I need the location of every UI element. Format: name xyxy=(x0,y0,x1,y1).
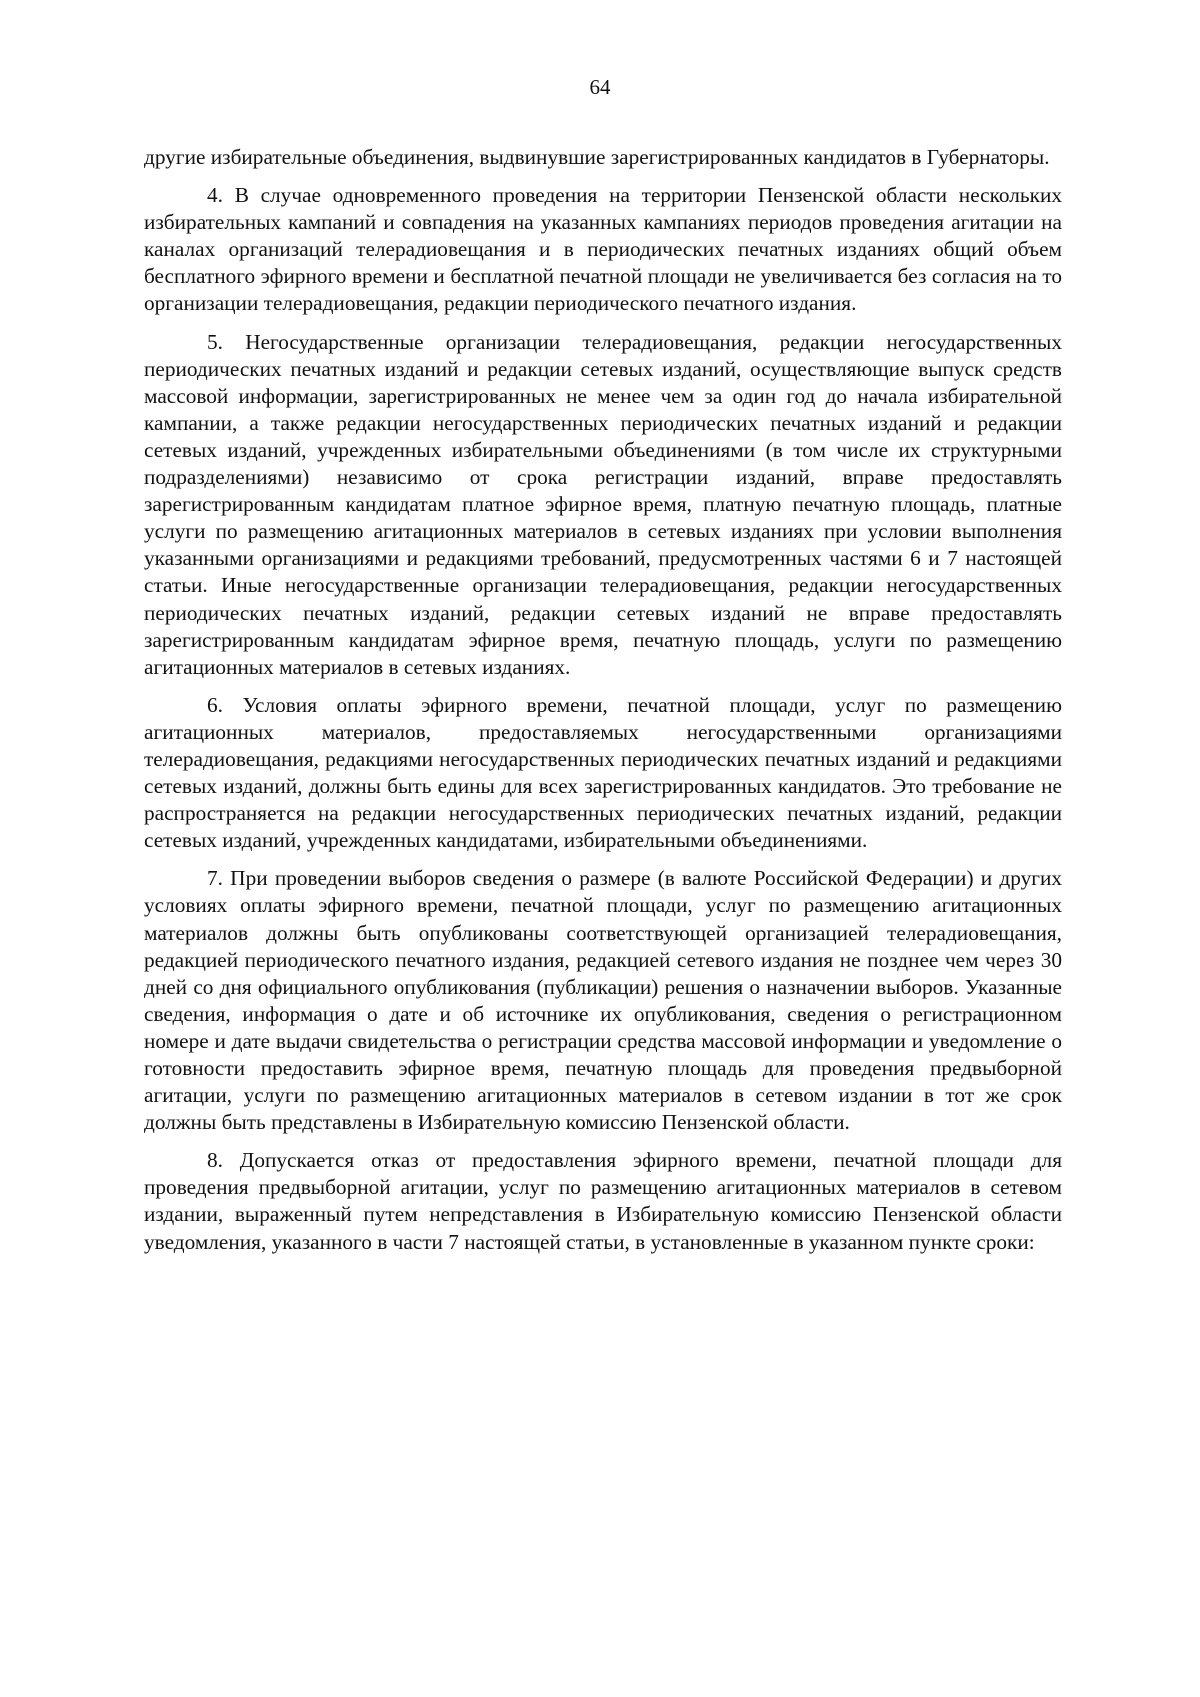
page-number: 64 xyxy=(589,75,611,99)
paragraph-7: 7. При проведении выборов сведения о размере (в валюте Российской Федерации) и других условиях оплаты эфирного времени, печатной площади, услуг по размещению агитационных материалов должны быть опубликованы соответствующей организацией телерадиовещания, редакцией периодического печатного издания, редакцией сетевого издания не позднее чем через 30 дней со дня официального опубликования (публикации) решения о назначении выборов. Указанные сведения, информация о дате и об источнике их опубликования, сведения о регистрационном номере и дате выдачи свидетельства о регистрации средства массовой информации и уведомление о готовности предоставить эфирное время, печатную площадь для проведения предвыборной агитации, услуги по размещению агитационных материалов в сетевом издании в тот же срок должны быть представлены в Избирательную комиссию Пензенской области. xyxy=(144,866,1062,1135)
paragraph-4: 4. В случае одновременного проведения на территории Пензенской области нескольких избирательных кампаний и совпадения на указанных кампаниях периодов проведения агитации на каналах организаций телерадиовещания и в периодических печатных изданиях общий объем бесплатного эфирного времени и бесплатной печатной площади не увеличивается без согласия на то организации телерадиовещания, редакции периодического печатного издания. xyxy=(144,183,1062,316)
paragraph-5: 5. Негосударственные организации телерадиовещания, редакции негосударственных периодических печатных изданий и редакции сетевых изданий, осуществляющие выпуск средств массовой информации, зарегистрированных не менее чем за один год до начала избирательной кампании, а также редакции негосударственных периодических печатных изданий и редакции сетевых изданий, учрежденных избирательными объединениями (в том числе их структурными подразделениями) независимо от срока регистрации изданий, вправе предоставлять зарегистрированным кандидатам платное эфирное время, платную печатную площадь, платные услуги по размещению агитационных материалов в сетевых изданиях при условии выполнения указанными организациями и редакциями требований, предусмотренных частями 6 и 7 настоящей статьи. Иные негосударственные организации телерадиовещания, редакции негосударственных периодических печатных изданий, редакции сетевых изданий не вправе предоставлять зарегистрированным кандидатам эфирное время, печатную площадь, услуги по размещению агитационных материалов в сетевых изданиях. xyxy=(144,329,1062,679)
paragraph-8: 8. Допускается отказ от предоставления эфирного времени, печатной площади для проведения предвыборной агитации, услуг по размещению агитационных материалов в сетевом издании, выраженный путем непредставления в Избирательную комиссию Пензенской области уведомления, указанного в части 7 настоящей статьи, в установленные в указанном пункте сроки: xyxy=(144,1148,1062,1254)
document-body xyxy=(144,144,1062,1267)
paragraph-continuation: другие избирательные объединения, выдвинувшие зарегистрированных кандидатов в Губернаторы. xyxy=(144,145,1050,169)
paragraph-6: 6. Условия оплаты эфирного времени, печатной площади, услуг по размещению агитационных материалов, предоставляемых негосударственными организациями телерадиовещания, редакциями негосударственных периодических печатных изданий и редакциями сетевых изданий, должны быть едины для всех зарегистрированных кандидатов. Это требование не распространяется на редакции негосударственных периодических печатных изданий, редакции сетевых изданий, учрежденных кандидатами, избирательными объединениями. xyxy=(144,692,1062,853)
